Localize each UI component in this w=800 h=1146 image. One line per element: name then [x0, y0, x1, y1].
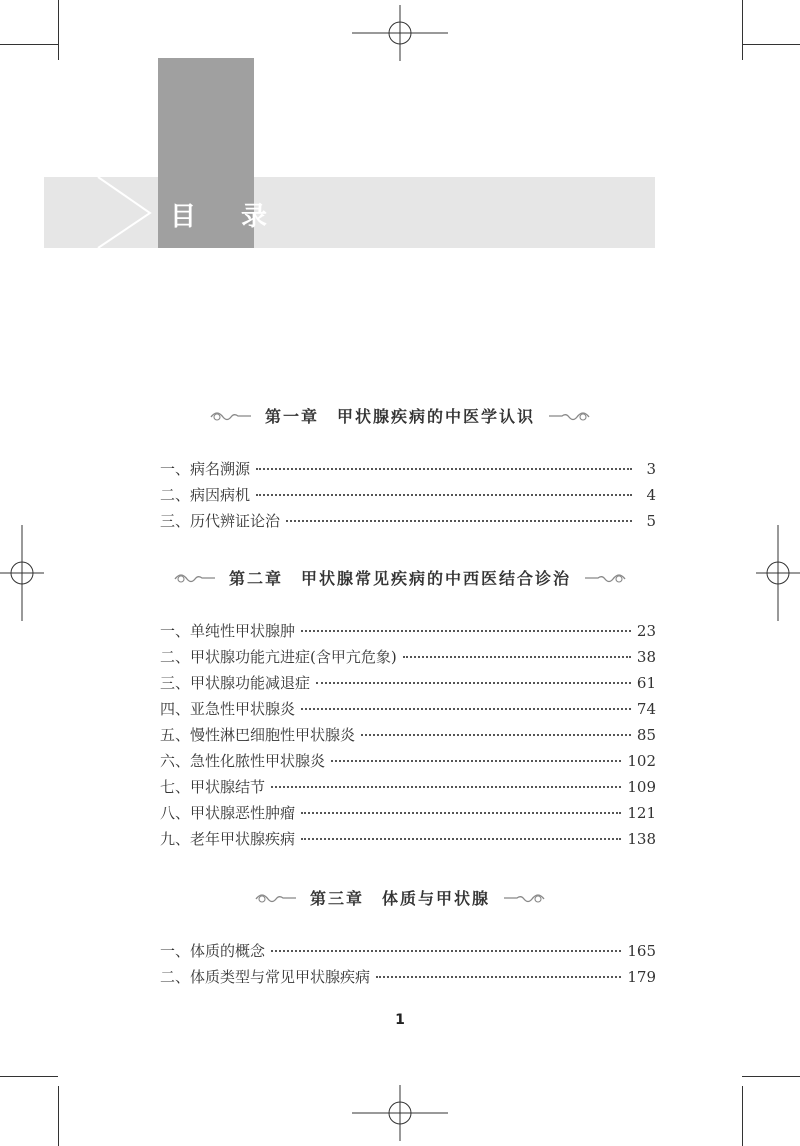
- cloud-ornament-left-icon: [173, 570, 217, 586]
- toc-entry[interactable]: [160, 776, 656, 802]
- dot-leader: [301, 812, 621, 814]
- toc-entry-page: 102: [627, 752, 656, 770]
- toc-entry[interactable]: [160, 966, 656, 992]
- toc-entry[interactable]: [160, 646, 656, 672]
- dot-leader: [286, 520, 632, 522]
- crop-mark: [58, 1086, 59, 1146]
- crop-mark: [0, 44, 58, 45]
- dot-leader: [403, 656, 631, 658]
- dot-leader: [361, 734, 631, 736]
- toc-entry-label: 二、病因病机: [160, 486, 251, 504]
- toc-entry[interactable]: [160, 724, 656, 750]
- toc-entry-label: 六、急性化脓性甲状腺炎: [160, 752, 326, 770]
- toc-entry[interactable]: [160, 484, 656, 510]
- chapter-title: 第三章 体质与甲状腺: [309, 889, 490, 908]
- dot-leader: [271, 786, 621, 788]
- toc-entry-page: 74: [636, 700, 656, 718]
- cloud-ornament-right-icon: [502, 890, 546, 906]
- chapter-heading: [0, 886, 800, 909]
- toc-entry-label: 七、甲状腺结节: [160, 778, 266, 796]
- dot-leader: [301, 838, 621, 840]
- chevron-decoration: [90, 177, 160, 248]
- toc-entry[interactable]: [160, 750, 656, 776]
- cloud-ornament-right-icon: [547, 408, 591, 424]
- toc-entry-page: 3: [646, 460, 656, 478]
- cloud-ornament-left-icon: [254, 890, 298, 906]
- crop-mark: [742, 0, 743, 60]
- toc-entry[interactable]: [160, 828, 656, 854]
- toc-entry-page: 138: [627, 830, 656, 848]
- chapter-heading: [0, 404, 800, 427]
- dot-leader: [301, 708, 631, 710]
- toc-entry-page: 165: [627, 942, 656, 960]
- toc-entry-page: 38: [636, 648, 656, 666]
- chapter-title: 第二章 甲状腺常见疾病的中西医结合诊治: [228, 569, 571, 588]
- toc-entry[interactable]: [160, 698, 656, 724]
- toc-entry-label: 三、历代辨证论治: [160, 512, 281, 530]
- chapter-heading: [0, 566, 800, 589]
- toc-entry-page: 179: [627, 968, 656, 986]
- toc-entry-label: 一、病名溯源: [160, 460, 251, 478]
- dot-leader: [271, 950, 621, 952]
- dot-leader: [316, 682, 631, 684]
- crop-mark: [742, 1076, 800, 1077]
- registration-mark-top: [352, 5, 448, 61]
- toc-entry-page: 121: [627, 804, 656, 822]
- toc-entry-label: 五、慢性淋巴细胞性甲状腺炎: [160, 726, 356, 744]
- dot-leader: [256, 494, 632, 496]
- toc-entry-label: 一、单纯性甲状腺肿: [160, 622, 296, 640]
- crop-mark: [742, 1086, 743, 1146]
- cloud-ornament-right-icon: [583, 570, 627, 586]
- toc-entry-label: 三、甲状腺功能减退症: [160, 674, 311, 692]
- page-title: 目 录: [170, 202, 286, 232]
- toc-entry[interactable]: [160, 620, 656, 646]
- toc-entry[interactable]: [160, 940, 656, 966]
- toc-entry[interactable]: [160, 510, 656, 536]
- toc-entry-page: 61: [636, 674, 656, 692]
- toc-entry-label: 二、甲状腺功能亢进症(含甲亢危象): [160, 648, 397, 666]
- toc-entry[interactable]: [160, 672, 656, 698]
- toc-list: [160, 458, 656, 536]
- toc-entry[interactable]: [160, 802, 656, 828]
- dot-leader: [331, 760, 621, 762]
- toc-entry-page: 23: [636, 622, 656, 640]
- toc-entry-label: 一、体质的概念: [160, 942, 266, 960]
- chapter-title: 第一章 甲状腺疾病的中医学认识: [264, 407, 535, 426]
- toc-entry-label: 八、甲状腺恶性肿瘤: [160, 804, 296, 822]
- dot-leader: [256, 468, 632, 470]
- crop-mark: [742, 44, 800, 45]
- toc-entry-page: 109: [627, 778, 656, 796]
- toc-entry-label: 四、亚急性甲状腺炎: [160, 700, 296, 718]
- dot-leader: [301, 630, 631, 632]
- toc-entry-page: 85: [636, 726, 656, 744]
- toc-list: [160, 620, 656, 854]
- toc-list: [160, 940, 656, 992]
- toc-entry[interactable]: [160, 458, 656, 484]
- dot-leader: [376, 976, 621, 978]
- page-number: 1: [395, 1012, 405, 1028]
- toc-entry-page: 5: [646, 512, 656, 530]
- toc-entry-label: 九、老年甲状腺疾病: [160, 830, 296, 848]
- cloud-ornament-left-icon: [209, 408, 253, 424]
- crop-mark: [0, 1076, 58, 1077]
- toc-entry-label: 二、体质类型与常见甲状腺疾病: [160, 968, 371, 986]
- crop-mark: [58, 0, 59, 60]
- toc-entry-page: 4: [646, 486, 656, 504]
- registration-mark-bottom: [352, 1085, 448, 1141]
